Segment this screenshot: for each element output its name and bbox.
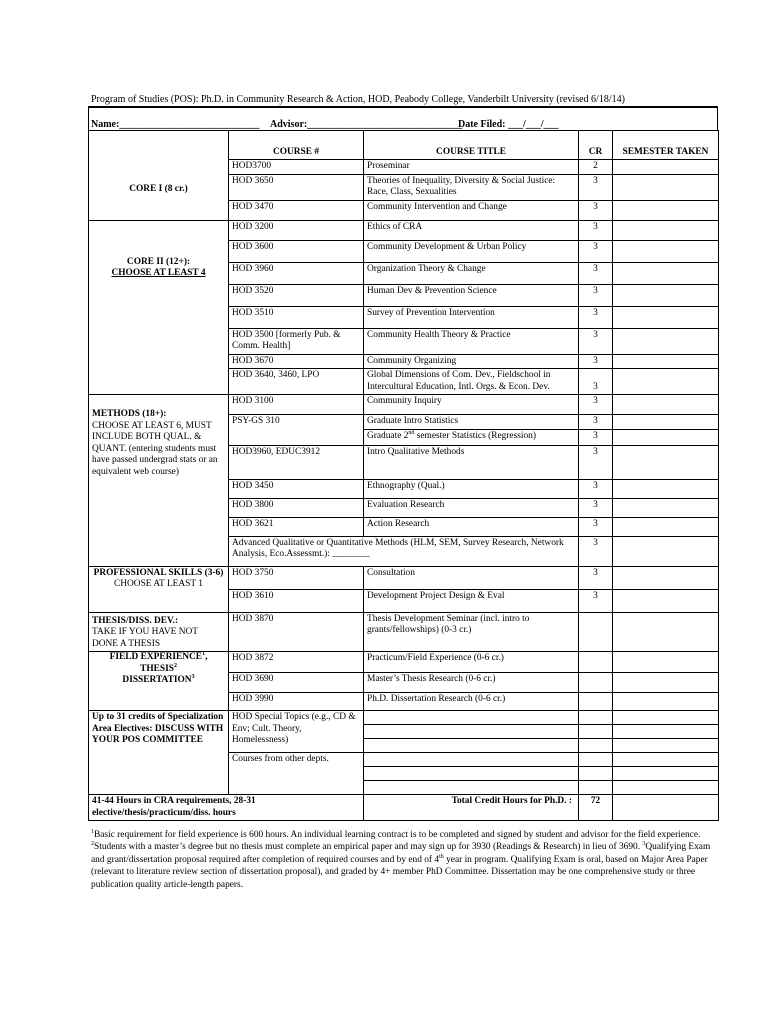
semester-cell[interactable] xyxy=(613,517,719,536)
credits xyxy=(579,673,613,693)
course-number: HOD 3670 xyxy=(229,354,364,369)
total-credits: 72 xyxy=(579,795,613,821)
course-number: HOD3700 xyxy=(229,160,364,175)
course-title[interactable] xyxy=(364,767,579,781)
course-title: Intro Qualitative Methods xyxy=(364,445,579,479)
credits: 3 xyxy=(579,415,613,430)
course-title: Evaluation Research xyxy=(364,498,579,517)
footnotes: $^1$Basic requirement for field experience is 600 hours. An individual learning contract is to be completed and signed by student and advisor for the field experience. $^2$Students with a master’s degree but no thesis must complete an empirical paper and may sign up for 3930 (Readings & Research) in lieu of 3690. $^3$Qualifying Exam and grant/dissertation proposal required after completion of required courses and by end of 4th year in program. Qualifying Exam is oral, based on Major Area Paper (relevant to literature review section of dissertation proposal), and graded by 4+ member PhD Committee. Dissertation may be one comprehensive study or three publication quality article-length papers. xyxy=(91,828,711,890)
name-field[interactable]: Name:____________________________ xyxy=(91,119,260,130)
course-title: Survey of Prevention Intervention xyxy=(364,306,579,328)
course-number: HOD 3800 xyxy=(229,498,364,517)
table-row xyxy=(89,566,719,589)
course-number: HOD 3640, 3460, LPO xyxy=(229,369,364,395)
semester-cell[interactable] xyxy=(613,369,719,395)
course-title: Ethnography (Qual.) xyxy=(364,479,579,498)
course-number: HOD 3990 xyxy=(229,693,364,711)
section-thesis-dev xyxy=(89,612,229,652)
semester-cell[interactable] xyxy=(613,652,719,673)
course-number: HOD 3510 xyxy=(229,306,364,328)
course-title: Human Dev & Prevention Science xyxy=(364,284,579,306)
hours-summary: 41-44 Hours in CRA requirements, 28-31 elective/thesis/practicum/diss. hours xyxy=(89,795,364,821)
course-number: HOD 3870 xyxy=(229,612,364,652)
course-title: Community Inquiry xyxy=(364,395,579,415)
credits: 3 xyxy=(579,306,613,328)
section-specialization: Up to 31 credits of Specialization Area Electives: DISCUSS WITH YOUR POS COMMITTEE xyxy=(89,711,229,795)
course-title[interactable] xyxy=(364,725,579,739)
semester-cell[interactable] xyxy=(613,262,719,284)
course-number: HOD 3470 xyxy=(229,200,364,220)
credits[interactable] xyxy=(579,725,613,739)
course-title: Community Intervention and Change xyxy=(364,200,579,220)
credits: 3 xyxy=(579,536,613,566)
course-number: HOD 3750 xyxy=(229,566,364,589)
semester-cell[interactable] xyxy=(613,673,719,693)
table-header-row xyxy=(89,131,719,160)
credits: 3 xyxy=(579,240,613,262)
course-number-header: COURSE # xyxy=(229,131,364,160)
core-2-title: CORE II (12+): xyxy=(126,256,191,267)
course-title[interactable] xyxy=(364,781,579,795)
table-row xyxy=(89,395,719,415)
course-title: Master’s Thesis Research (0-6 cr.) xyxy=(364,673,579,693)
semester-cell[interactable] xyxy=(613,395,719,415)
course-title: Development Project Design & Eval xyxy=(364,589,579,612)
credits: 3 xyxy=(579,200,613,220)
course-number: PSY-GS 310 xyxy=(229,415,364,446)
footnote-2: Students with a master’s degree but no thesis must complete an empirical paper and may sign up for 3930 (Readings & Research) in lieu of 3690. xyxy=(94,842,641,853)
credits: 3 xyxy=(579,517,613,536)
table-row xyxy=(89,160,719,175)
course-title: Ph.D. Dissertation Research (0-6 cr.) xyxy=(364,693,579,711)
semester-cell[interactable] xyxy=(613,612,719,652)
name-bar xyxy=(88,106,718,131)
credits[interactable] xyxy=(579,739,613,753)
course-title: Graduate Intro Statistics xyxy=(364,415,579,430)
semester-taken-header: SEMESTER TAKEN xyxy=(613,131,719,160)
footnote-3: Qualifying Exam and grant/dissertation proposal required after completion of required courses and by end of 4 xyxy=(91,842,711,865)
semester-cell[interactable] xyxy=(613,306,719,328)
credits: 3 xyxy=(579,220,613,240)
total-row xyxy=(89,795,719,821)
course-title: Theories of Inequality, Diversity & Social Justice: Race, Class, Sexualities xyxy=(364,174,579,200)
course-title[interactable] xyxy=(364,753,579,767)
table-row xyxy=(89,220,719,240)
credits: 3 xyxy=(579,479,613,498)
semester-cell[interactable] xyxy=(613,415,719,430)
semester-cell[interactable] xyxy=(613,753,719,767)
table-row xyxy=(89,612,719,652)
footnote-3-cont: year in program. Qualifying Exam is oral, based on Major Area Paper (relevant to literature review section of dissertation proposal), and graded by 4+ member PhD Committee. Dissertation may be one comprehensive study or three publication quality article-length papers. xyxy=(91,854,708,890)
course-number: HOD 3872 xyxy=(229,652,364,673)
semester-cell[interactable] xyxy=(613,711,719,725)
total-semester-cell xyxy=(613,795,719,821)
course-title: Community Organizing xyxy=(364,354,579,369)
semester-cell[interactable] xyxy=(613,200,719,220)
credits: 3 xyxy=(579,369,613,395)
credits: 3 xyxy=(579,354,613,369)
credits: 3 xyxy=(579,566,613,589)
date-filed-field[interactable]: Date Filed: ___/___/___ xyxy=(458,119,559,130)
section-methods xyxy=(89,395,229,567)
course-title: Global Dimensions of Com. Dev., Fieldschool in Intercultural Education, Intl. Orgs. & Econ. Dev. xyxy=(364,369,579,395)
credits: 3 xyxy=(579,589,613,612)
semester-cell[interactable] xyxy=(613,160,719,175)
credits[interactable] xyxy=(579,767,613,781)
course-number: HOD 3520 xyxy=(229,284,364,306)
course-number: HOD 3600 xyxy=(229,240,364,262)
semester-cell[interactable] xyxy=(613,725,719,739)
semester-cell[interactable] xyxy=(613,284,719,306)
course-title: Organization Theory & Change xyxy=(364,262,579,284)
course-title-header: COURSE TITLE xyxy=(364,131,579,160)
credits: 3 xyxy=(579,284,613,306)
methods-title: METHODS (18+): xyxy=(92,409,167,419)
course-number: HOD Special Topics (e.g., CD & Env; Cult. Theory, Homelessness) xyxy=(229,711,364,753)
semester-cell[interactable] xyxy=(613,354,719,369)
thesis-dev-title: THESIS/DISS. DEV.: xyxy=(92,615,179,626)
credits[interactable] xyxy=(579,711,613,725)
semester-cell[interactable] xyxy=(613,240,719,262)
semester-cell[interactable] xyxy=(613,429,719,445)
credits xyxy=(579,612,613,652)
course-number: Courses from other depts. xyxy=(229,753,364,795)
course-number: HOD 3100 xyxy=(229,395,364,415)
course-title: Thesis Development Seminar (incl. intro to grants/fellowships) (0-3 cr.) xyxy=(364,612,579,652)
course-number: HOD 3450 xyxy=(229,479,364,498)
professional-skills-title: PROFESSIONAL SKILLS (3-6) xyxy=(93,567,224,578)
course-title: Graduate 2nd semester Statistics (Regression) xyxy=(364,429,579,445)
section-field-experience: FIELD EXPERIENCE$^1$, THESIS$^2$ DISSERTATION$^3$ xyxy=(89,652,229,711)
advisor-field[interactable]: Advisor:_______________________________ xyxy=(270,119,463,130)
course-number: HOD 3650 xyxy=(229,174,364,200)
credits xyxy=(579,652,613,673)
semester-cell[interactable] xyxy=(613,589,719,612)
section-core-2 xyxy=(89,220,229,395)
credits: 3 xyxy=(579,328,613,354)
course-number: HOD 3690 xyxy=(229,673,364,693)
table-row xyxy=(89,711,719,725)
credits: 3 xyxy=(579,445,613,479)
course-number: HOD 3200 xyxy=(229,220,364,240)
semester-cell[interactable] xyxy=(613,328,719,354)
course-title: Practicum/Field Experience (0-6 cr.) xyxy=(364,652,579,673)
course-title: Consultation xyxy=(364,566,579,589)
credits: 3 xyxy=(579,395,613,415)
semester-cell[interactable] xyxy=(613,174,719,200)
course-number: HOD 3621 xyxy=(229,517,364,536)
course-number: HOD 3610 xyxy=(229,589,364,612)
semester-cell[interactable] xyxy=(613,767,719,781)
core-2-instruction: CHOOSE AT LEAST 4 xyxy=(111,268,206,278)
course-title[interactable] xyxy=(364,739,579,753)
professional-skills-instruction: CHOOSE AT LEAST 1 xyxy=(114,579,203,589)
thesis-dev-instruction: TAKE IF YOU HAVE NOT DONE A THESIS xyxy=(92,627,198,649)
credits: 2 xyxy=(579,160,613,175)
semester-cell[interactable] xyxy=(613,220,719,240)
program-of-studies-table xyxy=(88,130,719,821)
methods-instruction: CHOOSE AT LEAST 6, MUST INCLUDE BOTH QUAL. & QUANT. (entering students must have passed undergrad stats or an equivalent web course) xyxy=(92,420,218,477)
course-title: Action Research xyxy=(364,517,579,536)
semester-cell[interactable] xyxy=(613,781,719,795)
credits: 3 xyxy=(579,429,613,445)
course-number: HOD 3500 [formerly Pub. & Comm. Health] xyxy=(229,328,364,354)
course-number: HOD3960, EDUC3912 xyxy=(229,445,364,479)
course-title[interactable] xyxy=(364,711,579,725)
section-professional-skills xyxy=(89,566,229,612)
credits: 3 xyxy=(579,174,613,200)
credits[interactable] xyxy=(579,781,613,795)
semester-cell[interactable] xyxy=(613,445,719,479)
advanced-methods-course: Advanced Qualitative or Quantitative Methods (HLM, SEM, Survey Research, Network Analysis, Eco.Assessmt.): ________ xyxy=(229,536,579,566)
credits[interactable] xyxy=(579,753,613,767)
course-title: Ethics of CRA xyxy=(364,220,579,240)
course-title: Community Health Theory & Practice xyxy=(364,328,579,354)
semester-cell[interactable] xyxy=(613,498,719,517)
semester-cell[interactable] xyxy=(613,693,719,711)
page-header: Program of Studies (POS): Ph.D. in Community Research & Action, HOD, Peabody College, Vanderbilt University (revised 6/18/14) xyxy=(91,94,625,105)
semester-cell[interactable] xyxy=(613,739,719,753)
semester-cell[interactable] xyxy=(613,536,719,566)
footnote-1: Basic requirement for field experience is 600 hours. An individual learning contract is to be completed and signed by student and advisor for the field experience. xyxy=(94,830,701,840)
semester-cell[interactable] xyxy=(613,566,719,589)
section-core-1: CORE I (8 cr.) xyxy=(89,160,229,221)
total-label: Total Credit Hours for Ph.D. : xyxy=(364,795,579,821)
credits: 3 xyxy=(579,498,613,517)
credits-header: CR xyxy=(579,131,613,160)
semester-cell[interactable] xyxy=(613,479,719,498)
credits: 3 xyxy=(579,262,613,284)
credits xyxy=(579,693,613,711)
course-title: Proseminar xyxy=(364,160,579,175)
course-number: HOD 3960 xyxy=(229,262,364,284)
table-row xyxy=(89,652,719,673)
course-title: Community Development & Urban Policy xyxy=(364,240,579,262)
